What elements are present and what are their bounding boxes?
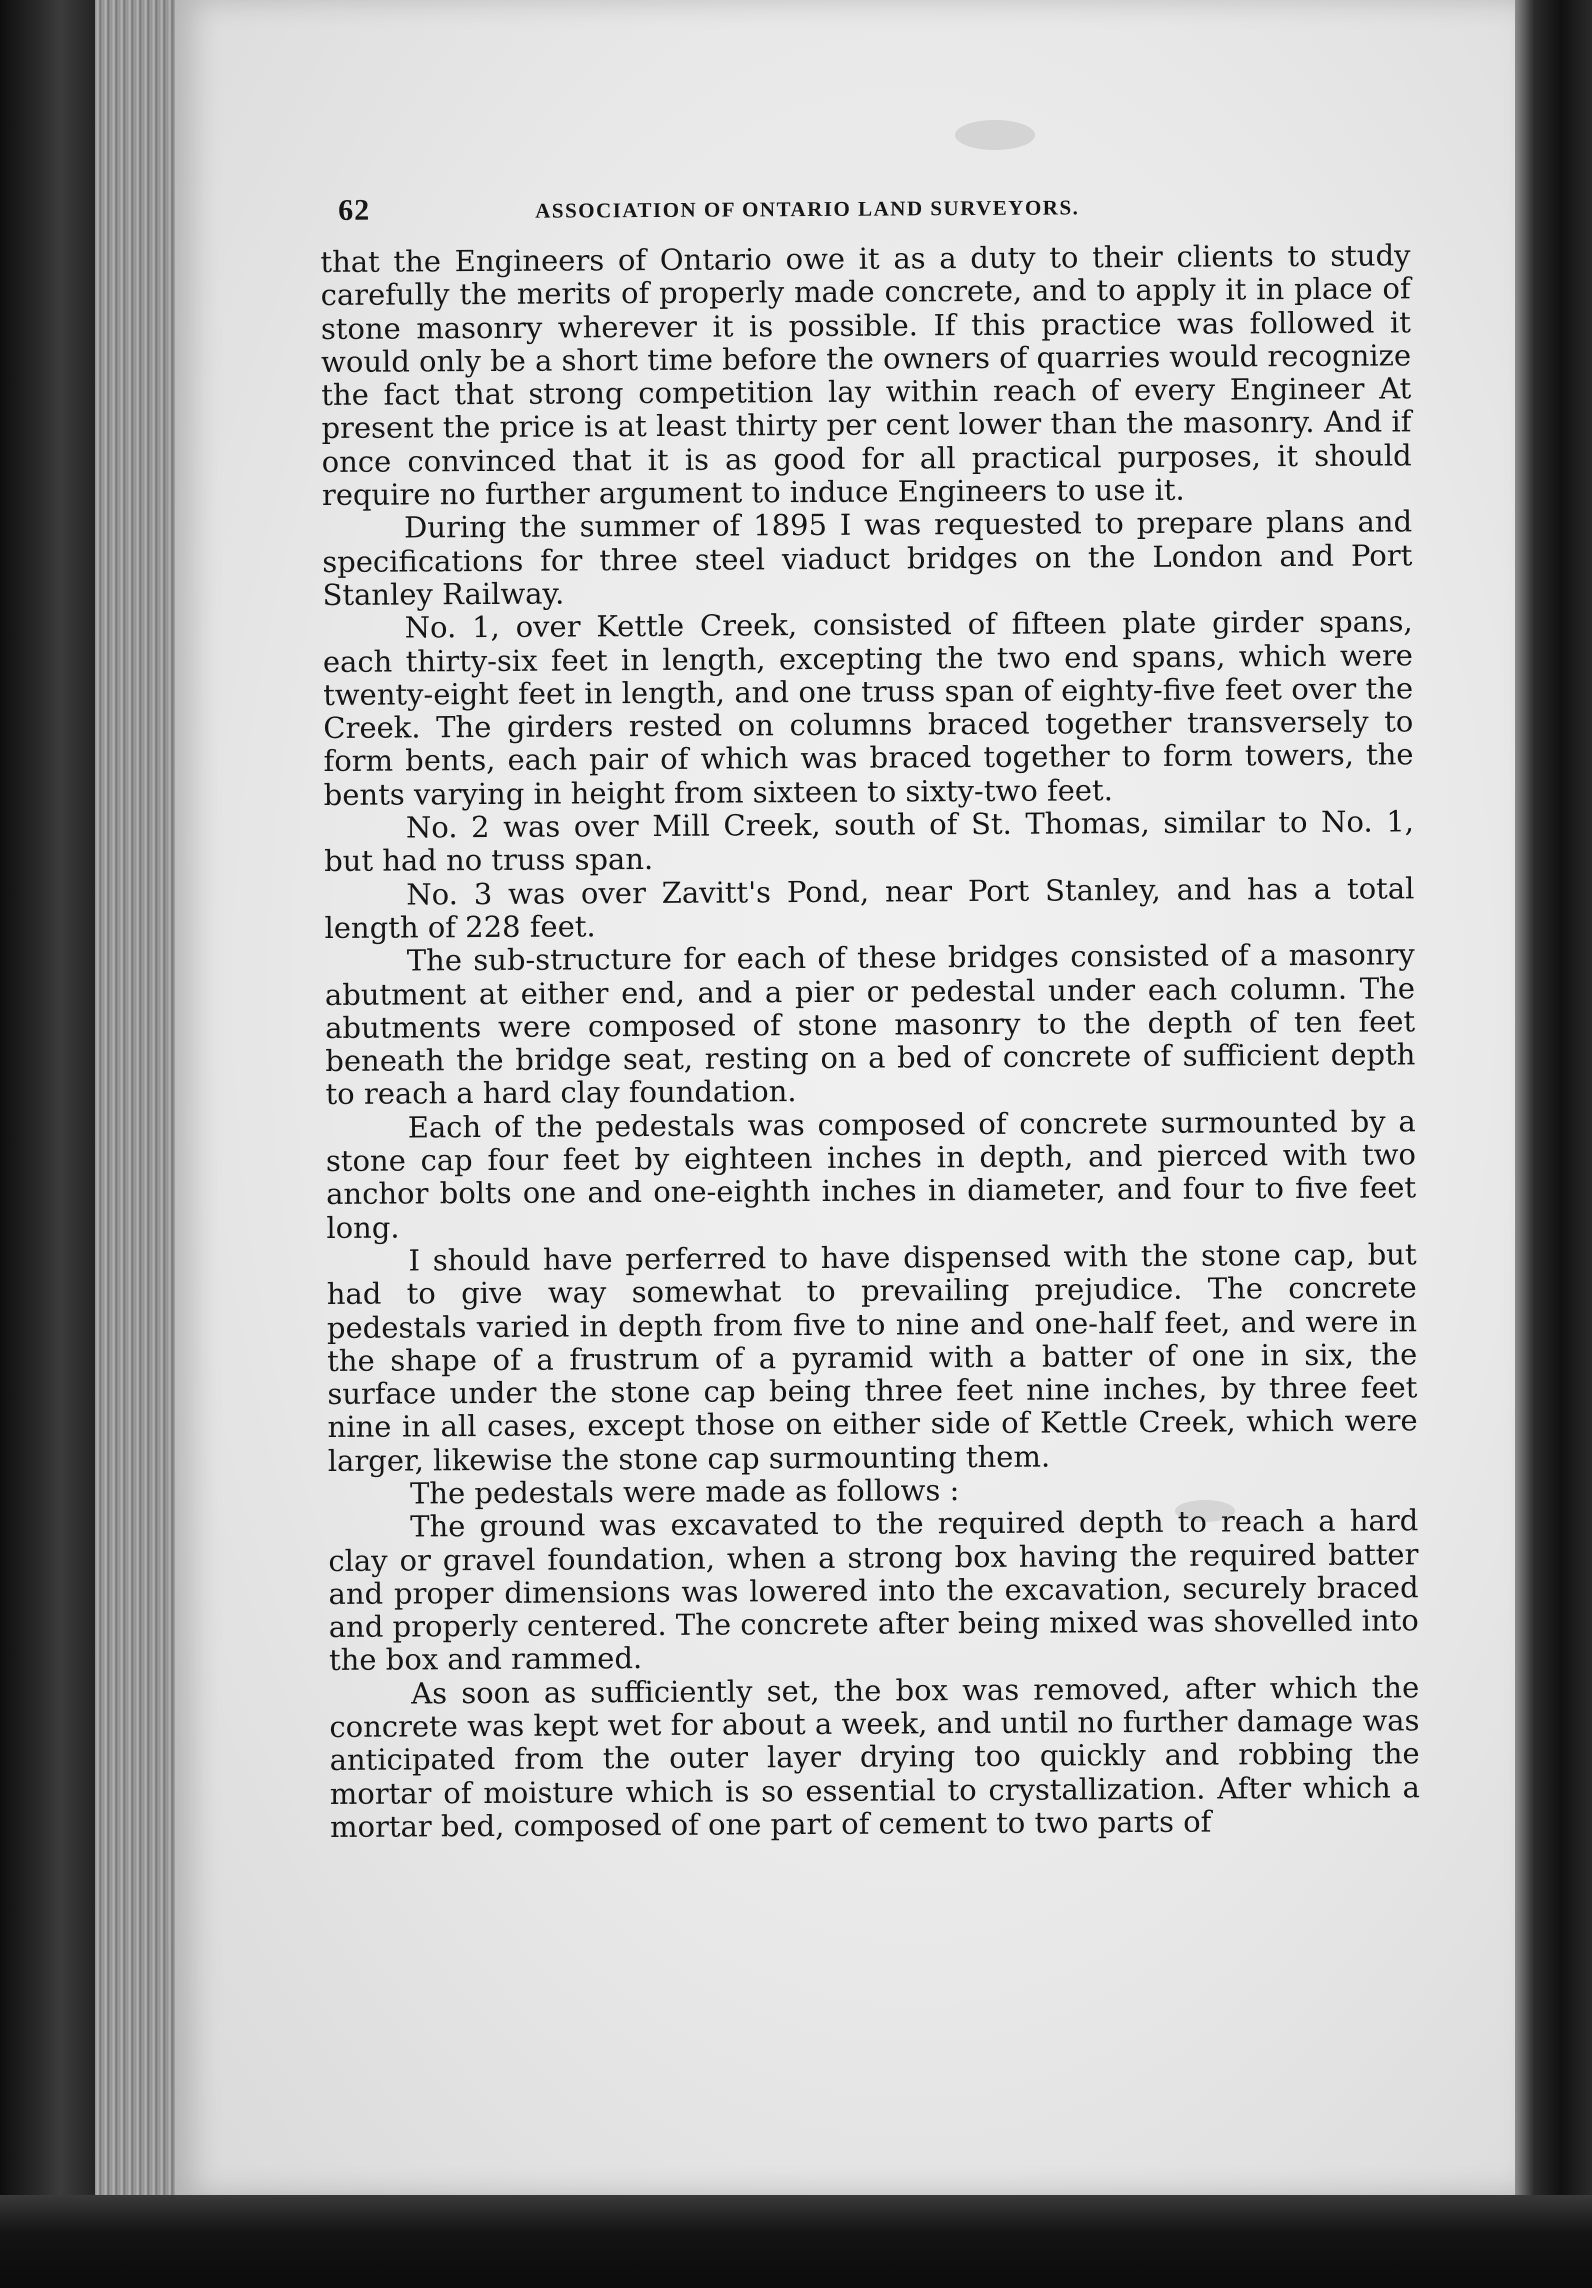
book-binding [0, 0, 110, 2288]
paragraph-7: Each of the pedestals was composed of concrete surmounted by a stone cap four feet by eighteen inches in depth, and pierced with two anchor bolts one and one-eighth inches in diameter, and four to five feet long. [325, 1104, 1417, 1245]
paragraph-4: No. 2 was over Mill Creek, south of St. Thomas, similar to No. 1, but had no truss span. [324, 804, 1415, 879]
paragraph-9: The pedestals were made as follows : [409, 1473, 960, 1511]
page-content [320, 175, 1420, 1844]
paragraph-6: The sub-structure for each of these bridges consisted of a masonry abutment at either end, and a pier or pedestal under each column. The abutments were composed of stone masonry to the depth of ten feet beneath the bridge seat, resting on a bed of concrete of sufficient depth to reach a hard clay foundation. [324, 937, 1416, 1112]
page-number: 62 [338, 193, 371, 227]
paragraph-1: that the Engineers of Ontario owe it as a duty to their clients to study carefully the merits of properly made concrete, and to apply it in place of stone masonry wherever it is possible. If this practice was followed it would only be a short time before the owners of quarries would recognize the fact that strong competition lay within reach of every Engineer At present the price is at least thirty per cent lower than the masonry. And if once convinced that it is as good for all practical purposes, it should require no further argument to induce Engineers to use it. [320, 238, 1412, 513]
paragraph-8: I should have perferred to have dispensed with the stone cap, but had to give way somewhat to prevailing prejudice. The concrete pedestals varied in depth from five to nine and one-half feet, and were in the shape of a frustrum of a pyramid with a batter of one in six, the surface under the stone cap being three feet nine inches, by three feet nine in all cases, except those on either side of Kettle Creek, which were larger, likewise the stone cap surmounting them. [326, 1237, 1418, 1478]
scan-bottom-edge [0, 2195, 1592, 2288]
paragraph-2: During the summer of 1895 I was requested to prepare plans and specifications for three steel viaduct bridges on the London and Port Stanley Railway. [322, 504, 1413, 612]
running-head-title: ASSOCIATION OF ONTARIO LAND SURVEYORS. [535, 195, 1080, 223]
paragraph-10: The ground was excavated to the required depth to reach a hard clay or gravel foundation, when a strong box having the required batter and proper dimensions was lowered into the excavation, securely braced and properly centered. The concrete after being mixed was shovelled into the box and rammed. [328, 1503, 1419, 1678]
paper-smudge [955, 120, 1035, 150]
right-page-edge [1515, 0, 1592, 2288]
paragraph-5: No. 3 was over Zavitt's Pond, near Port Stanley, and has a total length of 228 feet. [324, 870, 1415, 945]
paragraph-11: As soon as sufficiently set, the box was removed, after which the concrete was kept wet for about a week, and until no further damage was anticipated from the outer layer drying too quickly and robbing the mortar of moisture which is so essential to crystallization. After which a mortar bed, composed of one part of cement to two parts of [329, 1670, 1420, 1844]
paragraph-3: No. 1, over Kettle Creek, consisted of fifteen plate girder spans, each thirty-six feet in length, excepting the two end spans, which were twenty-eight feet in length, and one truss span of eighty-five feet over the Creek. The girders rested on columns braced together transversely to form bents, each pair of which was braced together to form towers, the bents varying in height from sixteen to sixty-two feet. [322, 604, 1414, 812]
body-text [320, 239, 1420, 1844]
running-head [320, 175, 1410, 232]
